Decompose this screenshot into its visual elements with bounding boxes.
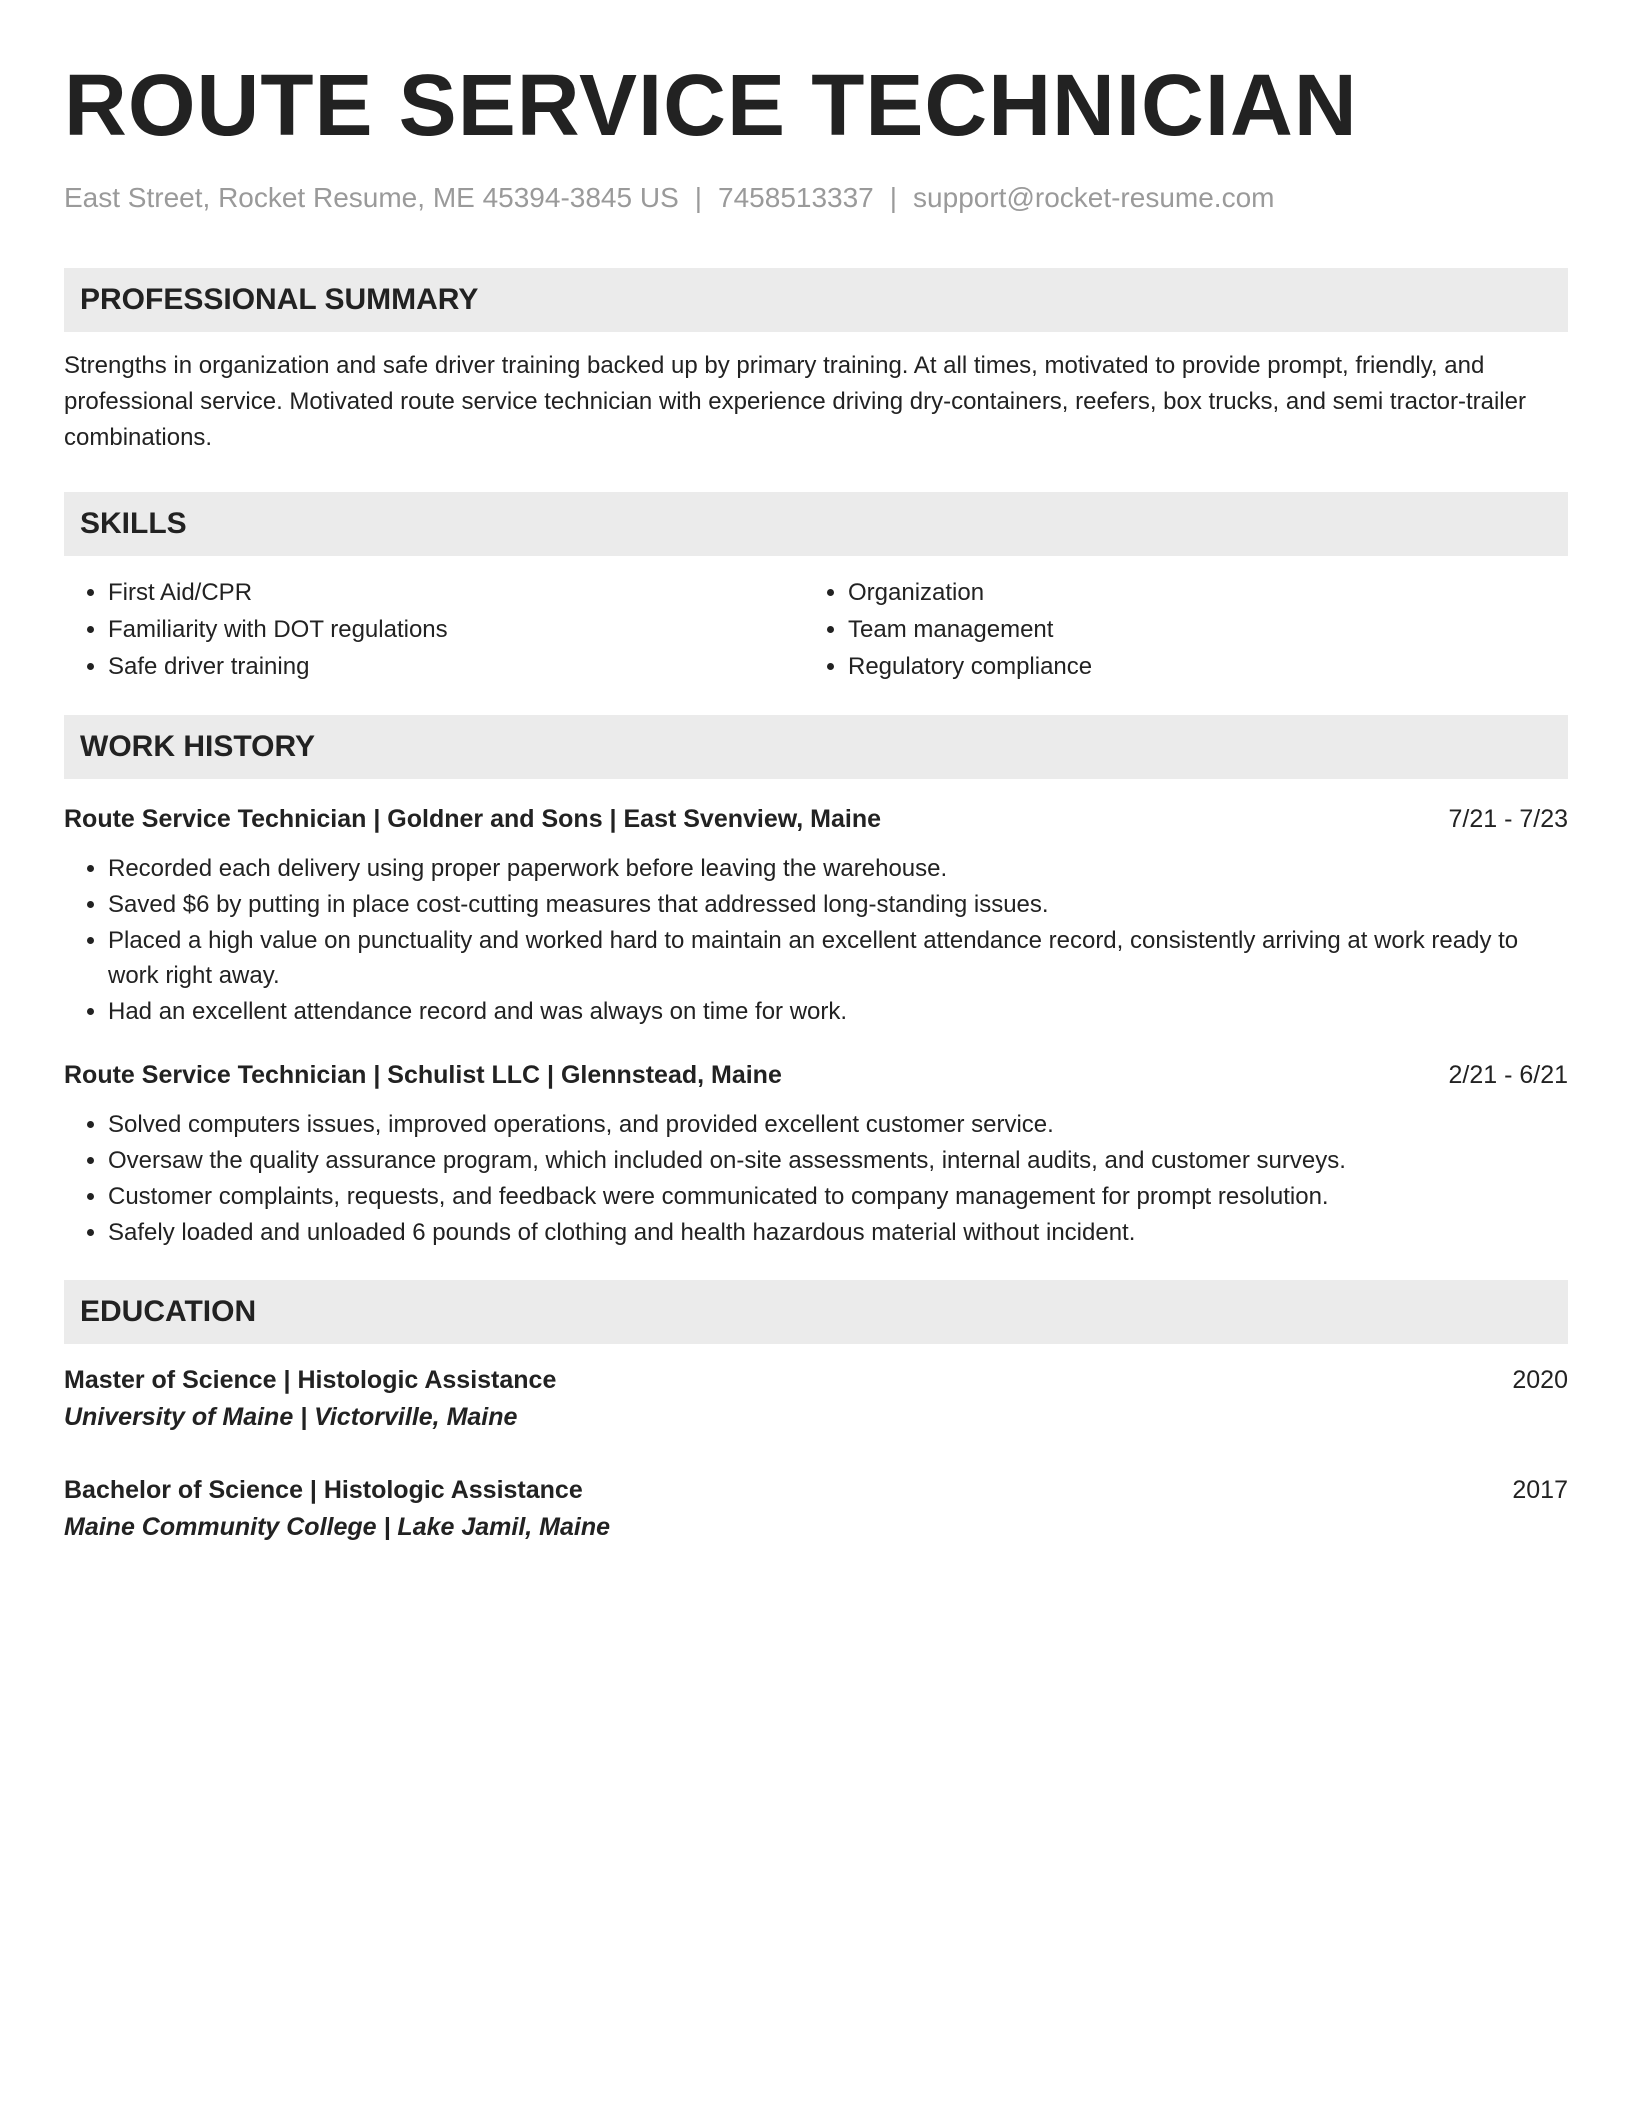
section-heading-summary: PROFESSIONAL SUMMARY	[64, 268, 1568, 332]
section-heading-skills: SKILLS	[64, 492, 1568, 556]
job-bullet: • Placed a high value on punctuality and worked hard to maintain an excellent attendance record, consistently arriving at work ready to work right away.	[108, 923, 1568, 993]
job-title: Route Service Technician | Schulist LLC | Glennstead, Maine	[64, 1061, 782, 1089]
skill-item: • Familiarity with DOT regulations	[108, 611, 804, 648]
section-heading-work-history: WORK HISTORY	[64, 715, 1568, 779]
job-title: Route Service Technician | Goldner and Sons | East Svenview, Maine	[64, 805, 882, 833]
candidate-name: ROUTE SERVICE TECHNICIAN	[64, 57, 1358, 154]
degree: Master of Science | Histologic Assistance	[64, 1366, 557, 1394]
job-header	[64, 801, 1568, 837]
job-bullets	[64, 1107, 1568, 1250]
job-dates: 2/21 - 6/21	[1448, 1061, 1568, 1089]
job-bullet: • Safely loaded and unloaded 6 pounds of clothing and health hazardous material without incident.	[108, 1215, 1568, 1250]
job-bullet: • Saved $6 by putting in place cost-cutting measures that addressed long-standing issues.	[108, 887, 1568, 922]
job-bullet: • Recorded each delivery using proper paperwork before leaving the warehouse.	[108, 851, 1568, 886]
skill-item: • Team management	[848, 611, 1564, 648]
job-bullets	[64, 851, 1568, 1029]
skill-item: • Organization	[848, 574, 1564, 611]
contact-separator: |	[694, 182, 703, 213]
skill-item: • First Aid/CPR	[108, 574, 804, 611]
school: Maine Community College | Lake Jamil, Maine	[64, 1513, 611, 1541]
skill-item: • Regulatory compliance	[848, 648, 1564, 685]
skills-list	[64, 574, 1568, 685]
education-entry	[64, 1362, 1568, 1436]
education-entry	[64, 1472, 1568, 1546]
school: University of Maine | Victorville, Maine	[64, 1403, 518, 1431]
education-header	[64, 1472, 1568, 1508]
contact-address: East Street, Rocket Resume, ME 45394-3845 US	[64, 182, 679, 213]
job-bullet: • Solved computers issues, improved operations, and provided excellent customer service.	[108, 1107, 1568, 1142]
section-heading-education: EDUCATION	[64, 1280, 1568, 1344]
job-dates: 7/21 - 7/23	[1448, 805, 1568, 833]
contact-phone: 7458513337	[718, 182, 874, 213]
job-bullet: • Had an excellent attendance record and was always on time for work.	[108, 994, 1568, 1029]
job-entry	[64, 801, 1568, 1029]
contact-line	[64, 180, 1568, 216]
job-header	[64, 1057, 1568, 1093]
job-bullet: • Customer complaints, requests, and feedback were communicated to company management for prompt resolution.	[108, 1179, 1568, 1214]
skill-item: • Safe driver training	[108, 648, 804, 685]
graduation-year: 2017	[1512, 1476, 1568, 1504]
graduation-year: 2020	[1512, 1366, 1568, 1394]
skills-column-left	[64, 574, 804, 685]
degree: Bachelor of Science | Histologic Assistance	[64, 1476, 583, 1504]
skills-column-right	[804, 574, 1564, 685]
job-entry	[64, 1057, 1568, 1250]
education-header	[64, 1362, 1568, 1398]
job-bullet: • Oversaw the quality assurance program, which included on-site assessments, internal audits, and customer surveys.	[108, 1143, 1568, 1178]
contact-separator: |	[889, 182, 898, 213]
summary-text: Strengths in organization and safe driver training backed up by primary training. At all times, motivated to provide prompt, friendly, and professional service. Motivated route service technician with experience driving dry-containers, reefers, box trucks, and semi tractor-trailer combinations.	[64, 352, 1526, 451]
contact-email: support@rocket-resume.com	[913, 182, 1275, 213]
